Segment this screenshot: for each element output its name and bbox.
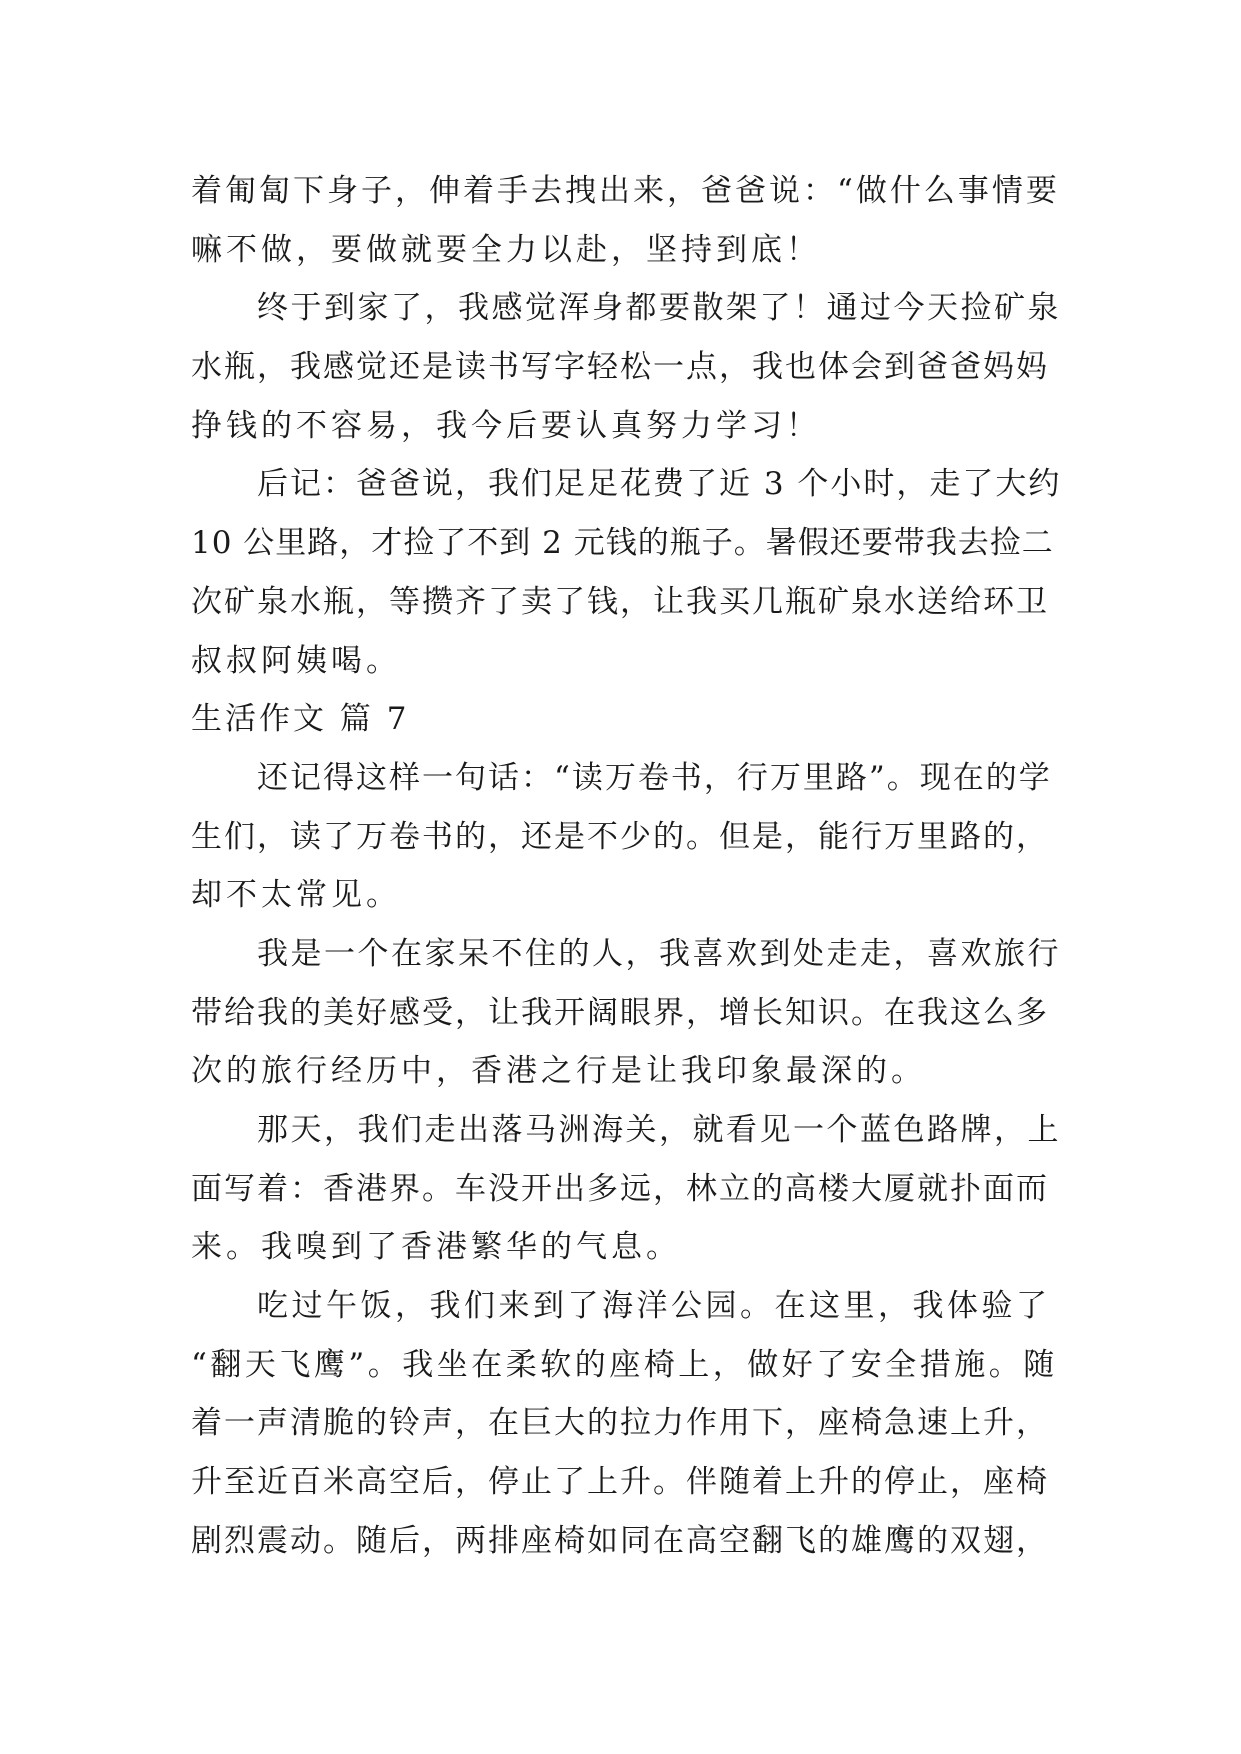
text-line: 我是一个在家呆不住的人，我喜欢到处走走，喜欢旅行 xyxy=(257,935,1061,972)
text-line: 那天，我们走出落马洲海关，就看见一个蓝色路牌，上 xyxy=(257,1112,1061,1148)
text-line: 着一声清脆的铃声，在巨大的拉力作用下，座椅急速上升， xyxy=(191,1405,1049,1442)
text-line: 升至近百米高空后，停止了上升。伴随着上升的停止，座椅 xyxy=(191,1464,1049,1501)
text-line: 后记：爸爸说，我们足足花费了近 3 个小时，走了大约 xyxy=(257,466,1062,503)
text-line: 还记得这样一句话：“读万卷书，行万里路”。现在的学 xyxy=(257,759,1052,796)
section-heading: 生活作文 篇 7 xyxy=(191,701,410,738)
text-line: 着匍匐下身子，伸着手去拽出来，爸爸说：“做什么事情要 xyxy=(191,173,1060,209)
text-line: 却不太常见。 xyxy=(191,877,401,914)
text-line: 次矿泉水瓶，等攒齐了卖了钱，让我买几瓶矿泉水送给环卫 xyxy=(191,583,1049,620)
text-line: 生们，读了万卷书的，还是不少的。但是，能行万里路的， xyxy=(191,818,1049,855)
text-line: 吃过午饭，我们来到了海洋公园。在这里，我体验了 xyxy=(257,1288,1051,1325)
text-line: 剧烈震动。随后，两排座椅如同在高空翻飞的雄鹰的双翅， xyxy=(191,1522,1049,1559)
text-line: 挣钱的不容易，我今后要认真努力学习！ xyxy=(191,407,821,444)
text-line: 嘛不做，要做就要全力以赴，坚持到底！ xyxy=(191,231,821,268)
text-line: 面写着：香港界。车没开出多远，林立的高楼大厦就扑面而 xyxy=(191,1170,1049,1207)
text-line: 次的旅行经历中，香港之行是让我印象最深的。 xyxy=(191,1053,926,1090)
text-line: 10 公里路，才捡了不到 2 元钱的瓶子。暑假还要带我去捡二 xyxy=(191,525,1054,562)
text-line: “翻天飞鹰”。我坐在柔软的座椅上，做好了安全措施。随 xyxy=(191,1346,1058,1383)
text-line: 叔叔阿姨喝。 xyxy=(191,642,401,679)
text-line: 水瓶，我感觉还是读书写字轻松一点，我也体会到爸爸妈妈 xyxy=(191,349,1049,386)
text-line: 来。我嗅到了香港繁华的气息。 xyxy=(191,1229,681,1266)
text-line: 终于到家了，我感觉浑身都要散架了！通过今天捡矿泉 xyxy=(257,290,1061,327)
document-body xyxy=(191,162,1061,1571)
text-line: 带给我的美好感受，让我开阔眼界，增长知识。在我这么多 xyxy=(191,994,1049,1031)
